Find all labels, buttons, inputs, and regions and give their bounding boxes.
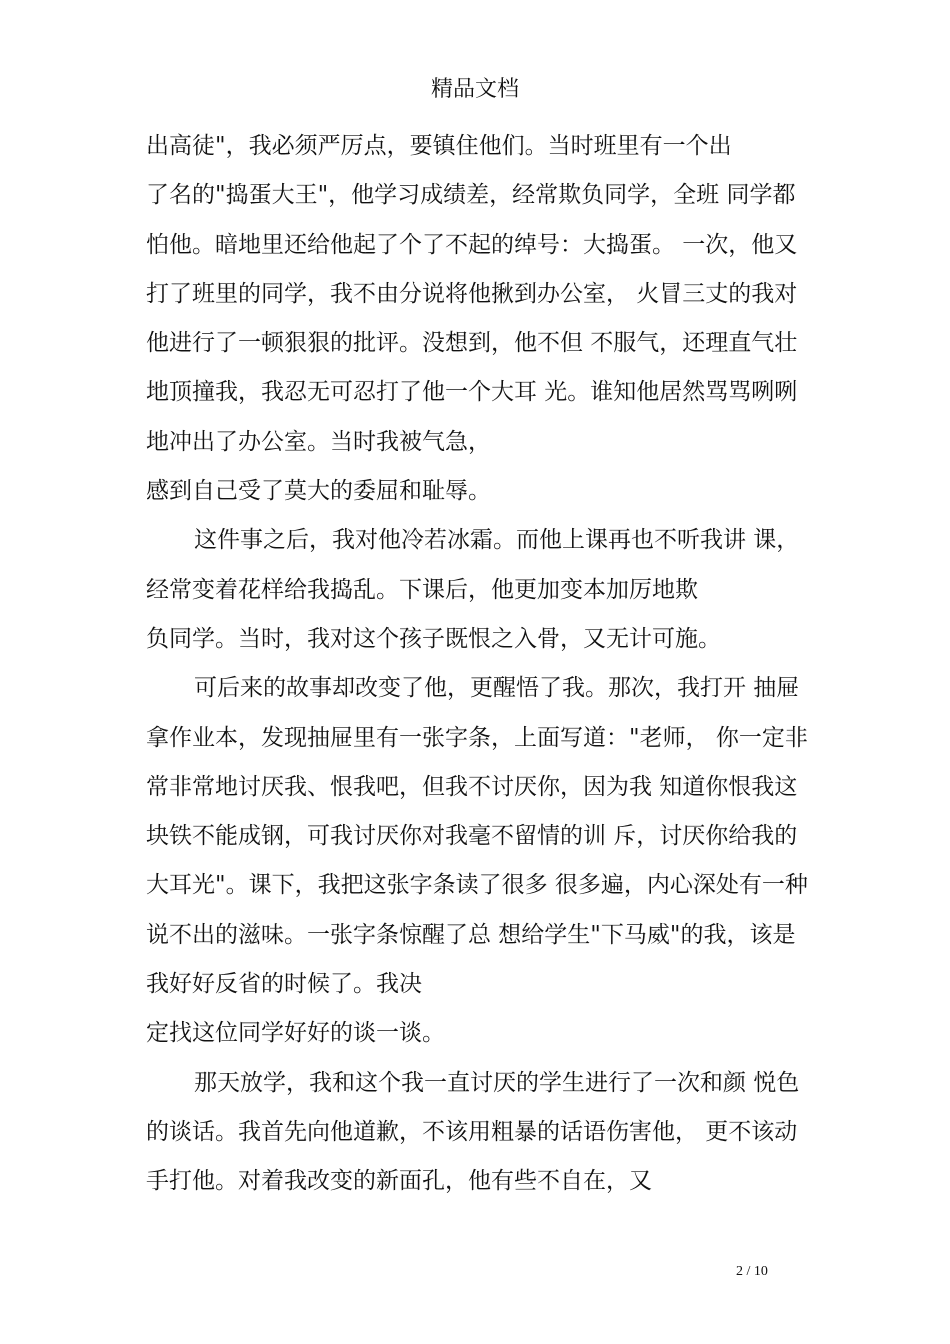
text-line: 说不出的滋味。一张字条惊醒了总 想给学生"下马威"的我，该是 xyxy=(146,921,796,948)
text-line: 拿作业本，发现抽屉里有一张字条，上面写道："老师， 你一定非 xyxy=(146,724,808,751)
text-line: 手打他。对着我改变的新面孔，他有些不自在，又 xyxy=(146,1168,652,1195)
text-line: 块铁不能成钢，可我讨厌你对我毫不留情的训 斥，讨厌你给我的 xyxy=(146,823,798,850)
text-line: 打了班里的同学，我不由分说将他揪到办公室， 火冒三丈的我对 xyxy=(146,280,798,307)
page-number: 2 / 10 xyxy=(736,1264,768,1279)
document-body xyxy=(146,128,826,1213)
text-line: 的谈话。我首先向他道歉，不该用粗暴的话语伤害他， 更不该动 xyxy=(146,1118,798,1145)
text-line: 经常变着花样给我捣乱。下课后，他更加变本加厉地欺 xyxy=(146,576,698,603)
text-line: 他进行了一顿狠狠的批评。没想到，他不但 不服气，还理直气壮 xyxy=(146,330,798,357)
paragraph-start-line: 这件事之后，我对他冷若冰霜。而他上课再也不听我讲 课， xyxy=(194,527,800,554)
page-header-title: 精品文档 xyxy=(430,77,519,102)
text-line: 地顶撞我，我忍无可忍打了他一个大耳 光。谁知他居然骂骂咧咧 xyxy=(146,379,798,406)
paragraph-start-line: 那天放学，我和这个我一直讨厌的学生进行了一次和颜 悦色 xyxy=(194,1069,800,1096)
paragraph-start-line: 可后来的故事却改变了他，更醒悟了我。那次，我打开 抽屉 xyxy=(194,675,800,702)
text-line: 地冲出了办公室。当时我被气急， xyxy=(146,428,491,455)
text-line: 大耳光"。课下，我把这张字条读了很多 很多遍，内心深处有一种 xyxy=(146,872,808,899)
text-line: 定找这位同学好好的谈一谈。 xyxy=(146,1020,445,1047)
text-line: 出高徒"，我必须严厉点，要镇住他们。当时班里有一个出 xyxy=(146,133,732,159)
text-line: 负同学。当时，我对这个孩子既恨之入骨，又无计可施。 xyxy=(146,625,721,652)
text-line: 怕他。暗地里还给他起了个了不起的绰号：大捣蛋。 一次，他又 xyxy=(146,231,798,258)
text-line: 我好好反省的时候了。我决 xyxy=(146,971,422,998)
text-line: 感到自己受了莫大的委屈和耻辱。 xyxy=(146,478,491,505)
text-line: 了名的"捣蛋大王"，他学习成绩差，经常欺负同学，全班 同学都 xyxy=(146,182,796,209)
text-line: 常非常地讨厌我、恨我吧，但我不讨厌你，因为我 知道你恨我这 xyxy=(146,773,798,800)
